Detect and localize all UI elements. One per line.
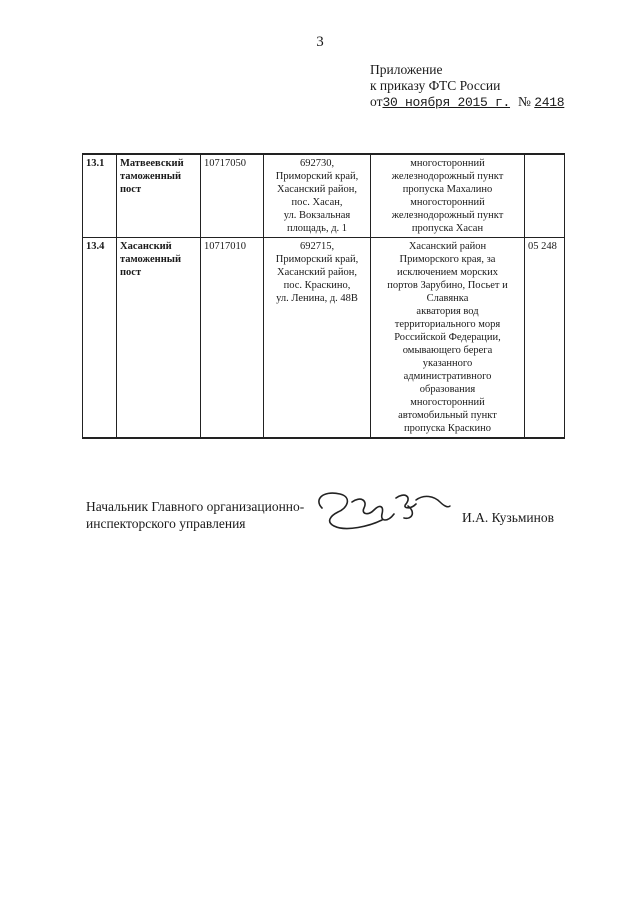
cell-line: Хасанский: [120, 241, 172, 252]
cell-line: 692730,: [299, 158, 335, 169]
post-address-cell: [264, 154, 371, 238]
cell-line: Хасанский район: [408, 241, 487, 252]
activity-area-cell: [371, 238, 525, 439]
row-number-cell: 13.1: [83, 154, 117, 238]
cell-line: Матвеевский: [120, 158, 184, 169]
cell-line: исключением морских: [397, 267, 498, 278]
cell-line: многосторонний: [410, 158, 485, 169]
cell-line: пропуска Махалино: [402, 184, 493, 195]
cell-line: акватория вод: [416, 306, 479, 317]
cell-line: многосторонний: [410, 397, 485, 408]
cell-line: Славянка: [426, 293, 469, 304]
row-number-cell: 13.4: [83, 238, 117, 439]
appendix-order-ref: к приказу ФТС России: [370, 78, 501, 93]
cell-line: железнодорожный пункт: [391, 210, 504, 221]
handwritten-signature: [312, 486, 452, 538]
signature-title-line1: Начальник Главного организационно-: [86, 499, 305, 514]
appendix-title: Приложение: [370, 62, 443, 77]
cell-line: пос. Краскино,: [283, 280, 351, 291]
appendix-number-sign: №: [518, 94, 531, 109]
cell-line: омывающего берега: [402, 345, 493, 356]
cell-line: пост: [120, 184, 142, 195]
cell-line: Приморский край,: [275, 171, 359, 182]
post-name-cell: [117, 154, 201, 238]
cell-line: ул. Вокзальная: [283, 210, 351, 221]
cell-line: таможенный: [120, 254, 182, 265]
activity-area-cell: [371, 154, 525, 238]
page-number: 3: [316, 34, 324, 50]
post-code-cell: 10717050: [201, 154, 264, 238]
cell-line: пропуска Краскино: [403, 423, 492, 434]
cell-line: железнодорожный пункт: [391, 171, 504, 182]
signature-title-line2: инспекторского управления: [86, 516, 246, 531]
appendix-header: [370, 62, 610, 111]
cell-line: многосторонний: [410, 197, 485, 208]
cell-line: ул. Ленина, д. 48В: [276, 293, 358, 304]
signature-title: [86, 498, 304, 532]
cell-line: Российской Федерации,: [394, 332, 501, 343]
cell-line: таможенный: [120, 171, 182, 182]
post-code-cell: 10717010: [201, 238, 264, 439]
extra-code-cell: 05 248: [525, 238, 565, 439]
post-address-cell: [264, 238, 371, 439]
appendix-number: 2418: [534, 95, 565, 110]
cell-line: пос. Хасан,: [291, 197, 343, 208]
cell-line: указанного: [422, 358, 473, 369]
cell-line: Хасанский район,: [277, 184, 357, 195]
table-row: [83, 238, 565, 439]
cell-line: площадь, д. 1: [286, 223, 348, 234]
customs-posts-table: [82, 153, 565, 439]
cell-line: 692715,: [299, 241, 335, 252]
cell-line: Приморского края, за: [399, 254, 496, 265]
cell-line: автомобильный пункт: [398, 410, 497, 421]
signature-name: И.А. Кузьминов: [462, 510, 554, 525]
cell-line: Приморский край,: [275, 254, 359, 265]
cell-line: Хасанский район,: [277, 267, 357, 278]
extra-code-cell: [525, 154, 565, 238]
post-name-cell: [117, 238, 201, 439]
appendix-date-line: [370, 94, 610, 111]
cell-line: административного: [403, 371, 492, 382]
appendix-from-prefix: от: [370, 94, 383, 109]
table-row: [83, 154, 565, 238]
cell-line: пост: [120, 267, 142, 278]
cell-line: образования: [419, 384, 476, 395]
appendix-date: 30 ноября 2015 г.: [382, 95, 511, 110]
cell-line: портов Зарубино, Посьет и: [387, 280, 508, 291]
cell-line: территориального моря: [394, 319, 501, 330]
cell-line: пропуска Хасан: [411, 223, 484, 234]
